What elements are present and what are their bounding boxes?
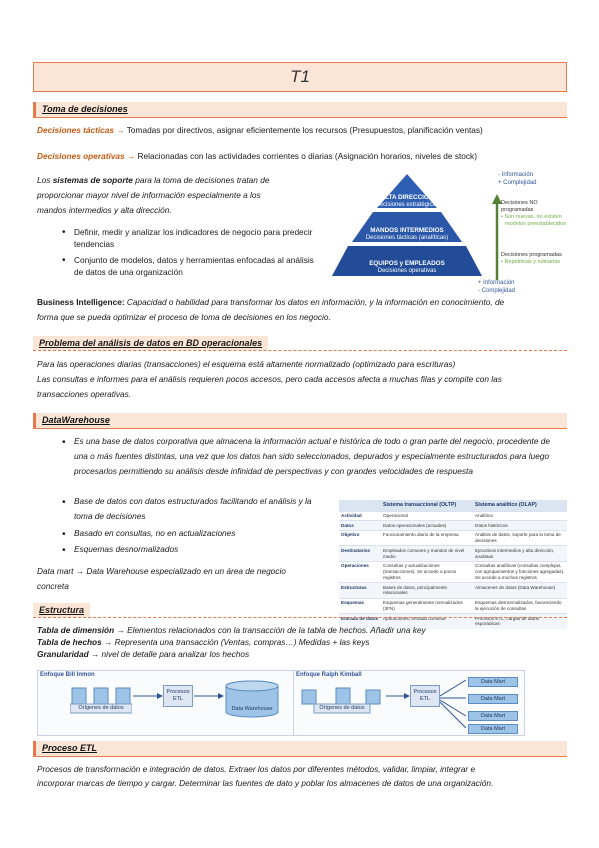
tacticas-label: Decisiones tácticas → [37, 125, 125, 135]
etl-box-2 [410, 685, 440, 707]
bi-text: Capacidad o habilidad para transformar los datos en información, y la información en conocimiento, de [124, 297, 505, 307]
table-header-cell: Sistema analítico (OLAP) [473, 500, 567, 511]
table-row [339, 530, 567, 545]
kimball-label: Enfoque Ralph Kimball [296, 672, 362, 678]
top-right-label-1: - Información [498, 172, 534, 178]
pyramid-top-title: ALTA DIRECCIÓN [380, 194, 434, 201]
arrow-icon [133, 692, 163, 700]
bi-line-2: forma que se pueda optimizar el proceso de toma de decisiones en los negocio. [37, 312, 331, 322]
table-cell: Destinatarios [339, 546, 381, 561]
operativas-text: Relacionadas con las actividades corrientes o diarias (Asignación horarios, niveles de stock) [135, 151, 477, 161]
data-mart-box: Data Mart [468, 711, 518, 721]
table-cell: Bases de datos, principalmente relacionales [381, 583, 473, 598]
origenes-label: Orígenes de datos [78, 705, 124, 711]
list-item: • Basado en consultas, no en actualizaciones [60, 526, 330, 541]
dim-text: → Elementos relacionados con la transacción de la tabla de hechos. Añadir una key [114, 625, 426, 635]
table-cell: Analítica [473, 511, 567, 521]
inmon-label: Enfoque Bill Inmon [40, 672, 95, 678]
datamart-line-1: Data mart → Data Warehouse especializado en un área de negocio [37, 566, 286, 576]
operativas-line [37, 150, 567, 162]
section-heading: Toma de decisiones [42, 104, 128, 114]
tacticas-text: Tomadas por directivos, asignar eficientemente los recursos (Presupuestos, planificación ventas) [124, 125, 483, 135]
etl-label: ETL [172, 695, 184, 702]
section-heading: Proceso ETL [42, 743, 98, 753]
section-problema [33, 336, 567, 351]
table-cell: Aplicaciones, entrada continua [381, 614, 473, 629]
gran-text: → nivel de detalle para analizar los hechos [88, 649, 250, 659]
origenes-label-2: Orígenes de datos [319, 705, 365, 711]
table-cell: Análisis de datos, soporte para la toma de decisiones [473, 530, 567, 545]
soporte-line-1 [37, 174, 317, 186]
p-item: • Repetitivas y rutinarias [501, 259, 561, 266]
problema-line-3: transacciones operativas. [37, 389, 132, 399]
table-cell: Datos [339, 521, 381, 531]
programadas-block [501, 252, 571, 266]
table-cell: Consultas analíticas (consultas complejas, con agrupamientos y funciones agregadas). Se accede a muchos registros [473, 561, 567, 582]
data-mart-box: Data Mart [468, 694, 518, 704]
table-row [339, 521, 567, 531]
table-header-row [339, 500, 567, 511]
etl-line-2: incorporar marcas de tiempo y cargar. Determinar las fuentes de dato y poblar los almacenes de datos de una organización. [37, 778, 494, 788]
table-row [339, 561, 567, 582]
table-cell: Empleados comunes y mandos de nivel medio [381, 546, 473, 561]
table-cell: Funcionamiento diario de la empresa [381, 530, 473, 545]
etl-box [163, 685, 193, 707]
np-item-2: modelos preestablecidos [505, 221, 566, 228]
dw-main-bullet [60, 434, 565, 480]
pyramid-top-sub: Decisiones estratégicas [375, 201, 439, 208]
dw-bullets [60, 494, 330, 559]
granularidad-line [37, 649, 567, 660]
list-item: • Es una base de datos corporativa que almacena la información actual e histórica de todo o gran parte del negocio, procedente de una o más fuentes distintas, una vez que los datos han sido seleccionados, depurados y especialmente estructurados para luego procesarlos permitiendo su análisis desde infinidad de perspectivas y con grandes velocidades de respuesta [60, 434, 565, 478]
etl-label-2: ETL [419, 695, 431, 702]
table-cell: Procesos ETL, cargas de datos esporádicas [473, 614, 567, 629]
list-item: • Base de datos con datos estructurados facilitando el análisis y la toma de decisiones [60, 494, 330, 524]
bottom-right-label-2: - Complejidad [478, 287, 516, 294]
dim-label: Tabla de dimensión [37, 625, 115, 635]
soporte-post: para la toma de decisiones tratan de [132, 175, 270, 185]
table-cell: Operaciones [339, 561, 381, 582]
top-right-labels [498, 172, 537, 188]
soporte-bold: sistemas de soporte [52, 175, 133, 185]
soporte-pre: Los [37, 175, 53, 185]
bottom-right-labels [478, 280, 515, 296]
page-title: T1 [290, 67, 310, 86]
p-title: Decisiones programadas [501, 252, 562, 258]
arrow-icon [386, 692, 410, 700]
hechos-line [37, 637, 567, 648]
problema-line-2: Las consultas e informes para el análisis requieren pocos accesos, pero cada accesos afecta a muchas filas y compite con las [37, 374, 502, 384]
top-right-label-2: + Complejidad [498, 179, 537, 186]
table-row [339, 511, 567, 521]
np-title: Decisiones NO programadas [501, 200, 538, 214]
datamart-line-2: concreta [37, 581, 69, 591]
section-proceso-etl [33, 741, 567, 757]
table-cell: Entrada de datos [339, 614, 381, 629]
hechos-text: → Representa una transacción (Ventas, compras…) Medidas + las keys [101, 637, 370, 647]
soporte-line-2: proporcionar mayor nivel de información especialmente a los [37, 190, 261, 200]
operativas-label: Decisiones operativas → [37, 151, 136, 161]
section-heading: DataWarehouse [42, 415, 110, 425]
section-toma-decisiones [33, 102, 567, 118]
pyramid-bot-sub: Decisiones operativas [377, 267, 437, 274]
section-heading: Estructura [33, 603, 90, 617]
table-cell: Almacenes de datos (Data Warehouse) [473, 583, 567, 598]
pyramid-top-label [367, 194, 447, 209]
tacticas-line [37, 124, 567, 136]
table-cell: Esquemas [339, 598, 381, 613]
pyramid-mid-sub: Decisiones tácticas (analíticas) [365, 234, 449, 241]
table-cell: Esquemas desnormalizados, favoreciendo la ejecución de consultas [473, 598, 567, 613]
hechos-label: Tabla de hechos [37, 637, 102, 647]
arrow-icon [194, 692, 224, 700]
table-cell: Datos históricos [473, 521, 567, 531]
list-item: • Esquemas desnormalizados [60, 542, 330, 557]
np-item-1: • Son nuevas, no existen [501, 214, 562, 221]
bi-label: Business Intelligence: [37, 297, 125, 307]
table-cell: Objetivo [339, 530, 381, 545]
section-estructura [33, 603, 567, 618]
procesos-label: Procesos [166, 689, 190, 695]
soporte-bullets [60, 226, 316, 280]
pyramid-bot-label [352, 260, 462, 275]
table-cell: Datos operacionales (actuales) [381, 521, 473, 531]
table-row [339, 583, 567, 598]
section-datawarehouse [33, 413, 567, 429]
procesos-label-2: Procesos [413, 689, 437, 695]
pyramid-mid-label [357, 227, 457, 242]
pyramid-mid-title: MANDOS INTERMEDIOS [370, 227, 444, 234]
bi-line-1 [37, 296, 567, 308]
table-cell: Esquemas generalmente normalizados (3FN) [381, 598, 473, 613]
gran-label: Granularidad [37, 649, 89, 659]
table-cell: Ejecutivos intermedios y alta dirección, analistas [473, 546, 567, 561]
dw-label: Data Warehouse [231, 706, 273, 712]
pyramid-bot-title: EQUIPOS y EMPLEADOS [369, 260, 445, 267]
table-header-cell [339, 500, 381, 511]
dimension-line [37, 625, 567, 636]
fanout-arrows-icon [440, 674, 470, 732]
soporte-line-3: mandos intermedios y alta dirección. [37, 205, 172, 215]
data-mart-box: Data Mart [468, 724, 518, 734]
etl-line-1: Procesos de transformación e integración de datos. Extraer los datos por diferentes métodos, validar, limpiar, integrar e [37, 764, 476, 774]
table-cell: Consultas y actualizaciones (transacciones). Se accede a pocos registros [381, 561, 473, 582]
problema-line-1: Para las operaciones diarias (transacciones) el esquema está altamente normalizado (optimizado para escrituras) [37, 359, 456, 369]
data-mart-box: Data Mart [468, 677, 518, 687]
table-cell: Operacional [381, 511, 473, 521]
table-cell: Actividad [339, 511, 381, 521]
table-row [339, 546, 567, 561]
bottom-right-label-1: + Información [478, 280, 515, 286]
section-heading: Problema del análisis de datos en BD operacionales [33, 336, 268, 350]
table-header-cell: Sistema transaccional (OLTP) [381, 500, 473, 511]
no-programadas-block [501, 200, 571, 229]
table-cell: Estructuras [339, 583, 381, 598]
list-item: • Conjunto de modelos, datos y herramientas enfocadas al análisis de datos de una organización [60, 254, 316, 278]
list-item: • Definir, medir y analizar los indicadores de negocio para predecir tendencias [60, 226, 316, 250]
page-title-box [33, 62, 567, 92]
